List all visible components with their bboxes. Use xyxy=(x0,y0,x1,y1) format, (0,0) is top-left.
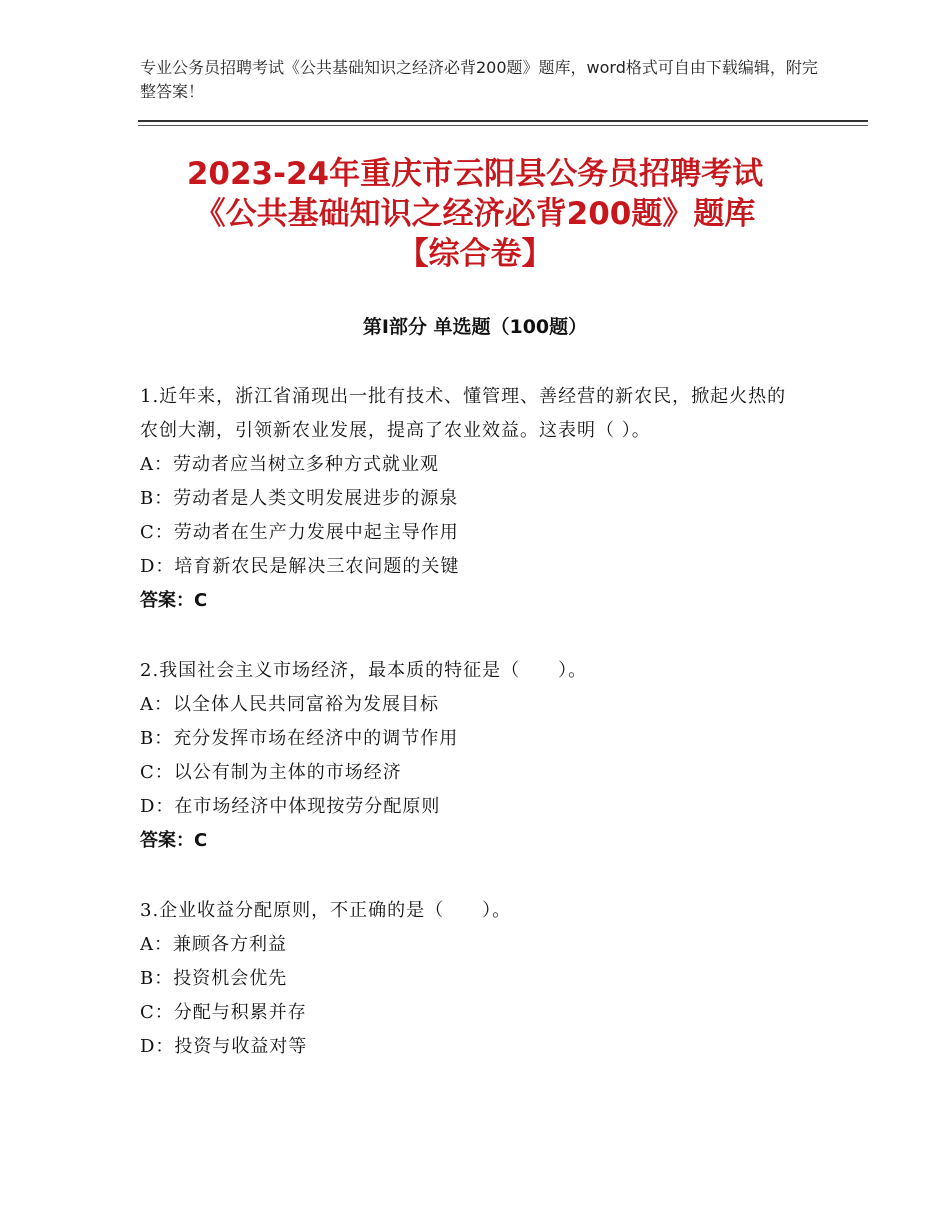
question-item xyxy=(140,894,800,1064)
title-line: 《公共基础知识之经济必背200题》题库 xyxy=(194,196,756,232)
option-a: A：兼顾各方利益 xyxy=(140,934,287,955)
question-item xyxy=(140,654,800,858)
answer-line: 答案：C xyxy=(140,830,208,851)
question-list xyxy=(140,380,800,1100)
option-d: D：培育新农民是解决三农问题的关键 xyxy=(140,556,460,577)
question-item xyxy=(140,380,800,618)
header-note: 专业公务员招聘考试《公共基础知识之经济必背200题》题库，word格式可自由下载编辑，附完整答案！ xyxy=(140,58,818,101)
question-stem: 3.企业收益分配原则，不正确的是（ ）。 xyxy=(140,900,512,921)
option-b: B：充分发挥市场在经济中的调节作用 xyxy=(140,728,459,749)
section-heading: 第Ⅰ部分 单选题（100题） xyxy=(362,316,588,338)
question-stem: 2.我国社会主义市场经济，最本质的特征是（ ）。 xyxy=(140,660,588,681)
option-c: C：以公有制为主体的市场经济 xyxy=(140,762,402,783)
option-b: B：劳动者是人类文明发展进步的源泉 xyxy=(140,488,459,509)
document-title xyxy=(120,154,830,274)
option-a: A：劳动者应当树立多种方式就业观 xyxy=(140,454,439,475)
option-a: A：以全体人民共同富裕为发展目标 xyxy=(140,694,439,715)
option-d: D：投资与收益对等 xyxy=(140,1036,308,1057)
option-d: D：在市场经济中体现按劳分配原则 xyxy=(140,796,441,817)
option-c: C：劳动者在生产力发展中起主导作用 xyxy=(140,522,459,543)
header-divider-thick xyxy=(138,120,868,122)
option-b: B：投资机会优先 xyxy=(140,968,288,989)
option-c: C：分配与积累并存 xyxy=(140,1002,307,1023)
title-line: 【综合卷】 xyxy=(397,236,553,272)
question-stem: 1.近年来，浙江省涌现出一批有技术、懂管理、善经营的新农民，掀起火热的农创大潮，引领新农业发展，提高了农业效益。这表明（ ）。 xyxy=(140,386,787,441)
title-line: 2023-24年重庆市云阳县公务员招聘考试 xyxy=(186,156,764,192)
answer-line: 答案：C xyxy=(140,590,208,611)
header-divider-thin xyxy=(138,125,868,126)
